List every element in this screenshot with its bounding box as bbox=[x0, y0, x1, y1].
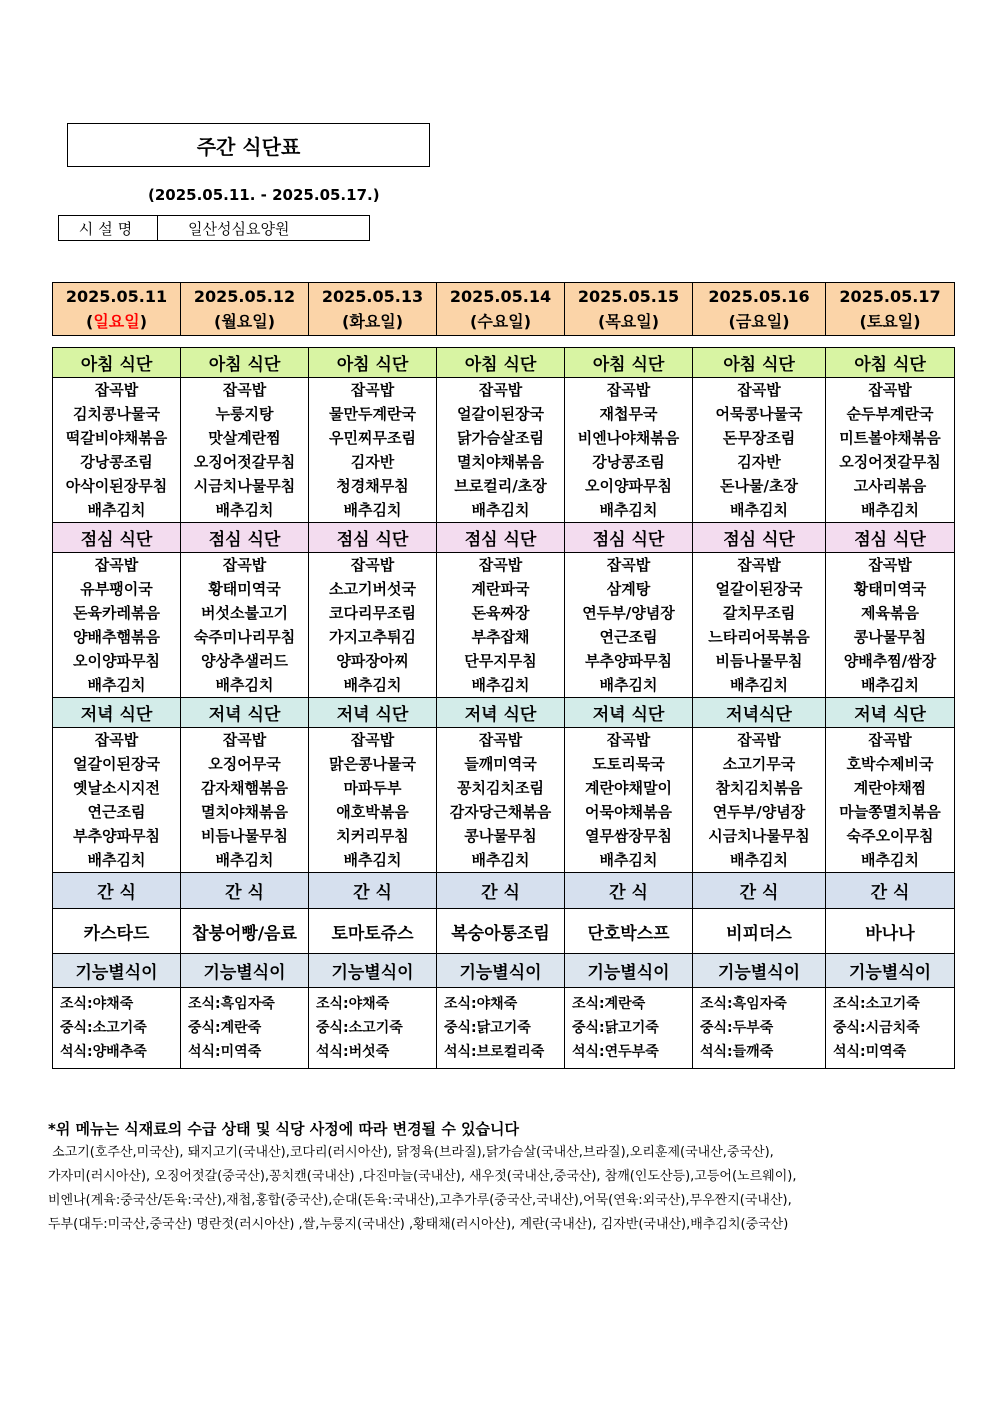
menu-item: 배추김치 bbox=[730, 851, 788, 869]
menu-item: 배추김치 bbox=[861, 501, 919, 519]
day-paren-close: ) bbox=[651, 312, 659, 331]
menu-item: 양파장아찌 bbox=[336, 652, 409, 670]
menu-item: 가지고추튀김 bbox=[329, 628, 416, 646]
day-date: 2025.05.11 bbox=[65, 287, 168, 306]
menu-item: 김치콩나물국 bbox=[73, 405, 160, 423]
menu-item: 고사리볶음 bbox=[853, 477, 927, 495]
breakfast-header-cell: 아침 식단 bbox=[437, 348, 565, 378]
dinner-header-cell: 저녁 식단 bbox=[565, 698, 693, 728]
menu-item: 떡갈비야채볶음 bbox=[65, 429, 168, 447]
menu-item: 삼계탕 bbox=[606, 580, 651, 598]
menu-item: 부추잡채 bbox=[471, 628, 530, 646]
dinner-items-cell bbox=[181, 728, 309, 873]
menu-item: 버섯소불고기 bbox=[201, 604, 288, 622]
weekly-menu-table bbox=[52, 347, 955, 1069]
snack-item: 바나나 bbox=[826, 909, 955, 954]
menu-item: 배추김치 bbox=[215, 676, 274, 694]
menu-item: 제육볶음 bbox=[861, 604, 919, 622]
menu-item: 배추김치 bbox=[343, 676, 402, 694]
day-paren-open: ( bbox=[86, 312, 94, 331]
notes-section bbox=[48, 1117, 797, 1237]
menu-item: 강낭콩조림 bbox=[80, 453, 153, 471]
menu-item: 배추김치 bbox=[861, 676, 919, 694]
menu-item: 얼갈이된장국 bbox=[715, 580, 803, 598]
functional-item: 중식:닭고기죽 bbox=[572, 1020, 659, 1036]
breakfast-items-cell bbox=[693, 378, 826, 523]
menu-item: 배추김치 bbox=[730, 676, 788, 694]
menu-item: 배추김치 bbox=[87, 851, 146, 869]
facility-label: 시설명 bbox=[59, 216, 158, 240]
menu-item: 부추양파무침 bbox=[73, 827, 160, 845]
snack-item: 복숭아통조림 bbox=[437, 909, 565, 954]
menu-item: 김자반 bbox=[737, 453, 781, 471]
functional-items-cell bbox=[181, 988, 309, 1069]
menu-item: 연두부/양념장 bbox=[582, 604, 675, 622]
dinner-items-cell bbox=[693, 728, 826, 873]
menu-item: 마늘쫑멸치볶음 bbox=[839, 803, 941, 821]
day-date: 2025.05.16 bbox=[708, 287, 810, 306]
dinner-items-cell bbox=[437, 728, 565, 873]
dinner-items-cell bbox=[53, 728, 181, 873]
functional-header-cell: 기능별식이 bbox=[437, 954, 565, 988]
menu-item: 잡곡밥 bbox=[737, 731, 781, 749]
functional-item: 석식:연두부죽 bbox=[572, 1044, 659, 1060]
menu-item: 시금치나물무침 bbox=[708, 827, 810, 845]
menu-item: 연두부/양념장 bbox=[712, 803, 806, 821]
functional-header-row bbox=[53, 954, 955, 988]
menu-item: 소고기버섯국 bbox=[329, 580, 416, 598]
breakfast-items-cell bbox=[309, 378, 437, 523]
menu-item: 유부팽이국 bbox=[80, 580, 153, 598]
breakfast-items-cell bbox=[181, 378, 309, 523]
menu-item: 누룽지탕 bbox=[215, 405, 274, 423]
lunch-header-cell: 점심 식단 bbox=[437, 523, 565, 553]
facility-name: 일산성심요양원 bbox=[188, 219, 290, 238]
snack-item: 토마토쥬스 bbox=[309, 909, 437, 954]
functional-item: 석식:브로컬리죽 bbox=[444, 1044, 545, 1060]
menu-item: 배추김치 bbox=[215, 501, 274, 519]
menu-item: 꽁치김치조림 bbox=[457, 779, 544, 797]
functional-items-cell bbox=[693, 988, 826, 1069]
lunch-header-row bbox=[53, 523, 955, 553]
menu-item: 멸치야채볶음 bbox=[457, 453, 544, 471]
menu-item: 얼갈이된장국 bbox=[457, 405, 544, 423]
functional-item: 중식:시금치죽 bbox=[833, 1020, 920, 1036]
menu-item: 배추김치 bbox=[730, 501, 788, 519]
menu-item: 잡곡밥 bbox=[94, 556, 139, 574]
day-weekday: 화요일 bbox=[349, 312, 396, 331]
menu-item: 코다리무조림 bbox=[329, 604, 416, 622]
menu-item: 배추김치 bbox=[343, 501, 402, 519]
dinner-header-cell: 저녁 식단 bbox=[826, 698, 955, 728]
lunch-items-cell bbox=[565, 553, 693, 698]
snack-header-cell: 간 식 bbox=[565, 873, 693, 909]
menu-item: 배추김치 bbox=[471, 676, 530, 694]
day-weekday-line bbox=[437, 309, 564, 334]
dinner-header-cell: 저녁 식단 bbox=[309, 698, 437, 728]
lunch-header-cell: 점심 식단 bbox=[826, 523, 955, 553]
menu-period: (2025.05.11. - 2025.05.17.) bbox=[148, 186, 380, 204]
menu-item: 맛살계란찜 bbox=[208, 429, 281, 447]
menu-item: 갈치무조림 bbox=[722, 604, 796, 622]
menu-item: 숙주미나리무침 bbox=[193, 628, 296, 646]
lunch-items-cell bbox=[693, 553, 826, 698]
menu-item: 배추김치 bbox=[471, 851, 530, 869]
day-date: 2025.05.13 bbox=[321, 287, 424, 306]
menu-item: 물만두계란국 bbox=[329, 405, 416, 423]
day-date: 2025.05.14 bbox=[449, 287, 552, 306]
functional-item: 중식:계란죽 bbox=[188, 1020, 262, 1036]
functional-items-cell bbox=[565, 988, 693, 1069]
functional-header-cell: 기능별식이 bbox=[309, 954, 437, 988]
functional-items-cell bbox=[437, 988, 565, 1069]
day-header-cell bbox=[826, 283, 955, 336]
menu-item: 열무쌈장무침 bbox=[585, 827, 672, 845]
day-date: 2025.05.12 bbox=[193, 287, 296, 306]
snack-items-row bbox=[53, 909, 955, 954]
menu-item: 연근조림 bbox=[599, 628, 658, 646]
menu-item: 배추김치 bbox=[599, 851, 658, 869]
functional-item: 조식:소고기죽 bbox=[833, 996, 920, 1012]
functional-item: 중식:닭고기죽 bbox=[444, 1020, 531, 1036]
menu-item: 계란야채찜 bbox=[853, 779, 927, 797]
functional-item: 석식:들깨죽 bbox=[700, 1044, 774, 1060]
menu-item: 잡곡밥 bbox=[350, 731, 395, 749]
menu-item: 양상추샐러드 bbox=[201, 652, 288, 670]
menu-item: 잡곡밥 bbox=[478, 731, 523, 749]
lunch-header-cell: 점심 식단 bbox=[693, 523, 826, 553]
breakfast-header-cell: 아침 식단 bbox=[693, 348, 826, 378]
snack-item: 단호박스프 bbox=[565, 909, 693, 954]
breakfast-items-cell bbox=[826, 378, 955, 523]
menu-item: 도토리묵국 bbox=[592, 755, 665, 773]
menu-item: 돈나물/초장 bbox=[720, 477, 798, 495]
day-paren-close: ) bbox=[139, 312, 147, 331]
functional-item: 석식:버섯죽 bbox=[316, 1044, 390, 1060]
origin-line: 비엔나(계육:중국산/돈육:국산),재첩,홍합(중국산),순대(돈육:국내산),고추가루(중국산,국내산),어묵(연육:외국산),무우짠지(국내산), bbox=[48, 1193, 792, 1208]
day-weekday-line bbox=[181, 309, 308, 334]
menu-item: 콩나물무침 bbox=[464, 827, 537, 845]
dinner-items-cell bbox=[565, 728, 693, 873]
functional-item: 중식:소고기죽 bbox=[60, 1020, 147, 1036]
functional-items-cell bbox=[309, 988, 437, 1069]
day-paren-close: ) bbox=[782, 312, 790, 331]
day-paren-close: ) bbox=[267, 312, 275, 331]
day-paren-close: ) bbox=[523, 312, 531, 331]
menu-item: 연근조림 bbox=[87, 803, 146, 821]
functional-item: 석식:미역죽 bbox=[833, 1044, 907, 1060]
snack-header-cell: 간 식 bbox=[53, 873, 181, 909]
menu-item: 잡곡밥 bbox=[606, 556, 651, 574]
menu-item: 감자당근채볶음 bbox=[449, 803, 552, 821]
menu-item: 부추양파무침 bbox=[585, 652, 672, 670]
breakfast-header-cell: 아침 식단 bbox=[53, 348, 181, 378]
menu-item: 감자채햄볶음 bbox=[201, 779, 288, 797]
menu-item: 배추김치 bbox=[599, 676, 658, 694]
page-title: 주간 식단표 bbox=[67, 123, 430, 167]
dinner-header-cell: 저녁식단 bbox=[693, 698, 826, 728]
menu-item: 잡곡밥 bbox=[868, 731, 912, 749]
menu-item: 콩나물무침 bbox=[853, 628, 927, 646]
menu-item: 잡곡밥 bbox=[737, 556, 781, 574]
menu-item: 비듬나물무침 bbox=[715, 652, 803, 670]
breakfast-items-row bbox=[53, 378, 955, 523]
menu-item: 잡곡밥 bbox=[222, 556, 267, 574]
menu-item: 오징어젓갈무침 bbox=[839, 453, 941, 471]
menu-item: 잡곡밥 bbox=[222, 731, 267, 749]
menu-item: 얼갈이된장국 bbox=[73, 755, 160, 773]
dinner-header-row bbox=[53, 698, 955, 728]
menu-item: 오징어무국 bbox=[208, 755, 281, 773]
menu-item: 잡곡밥 bbox=[868, 381, 912, 399]
day-paren-open: ( bbox=[342, 312, 350, 331]
menu-item: 맑은콩나물국 bbox=[329, 755, 416, 773]
snack-header-cell: 간 식 bbox=[309, 873, 437, 909]
day-paren-close: ) bbox=[395, 312, 403, 331]
lunch-items-cell bbox=[53, 553, 181, 698]
snack-header-cell: 간 식 bbox=[693, 873, 826, 909]
menu-item: 돈무장조림 bbox=[722, 429, 796, 447]
day-paren-open: ( bbox=[728, 312, 736, 331]
functional-header-cell: 기능별식이 bbox=[181, 954, 309, 988]
menu-item: 돈육카레볶음 bbox=[73, 604, 160, 622]
menu-item: 치커리무침 bbox=[336, 827, 409, 845]
dinner-header-cell: 저녁 식단 bbox=[437, 698, 565, 728]
notes-disclaimer: *위 메뉴는 식재료의 수급 상태 및 식당 사정에 따라 변경될 수 있습니다 bbox=[48, 1120, 520, 1138]
menu-item: 잡곡밥 bbox=[350, 556, 395, 574]
menu-item: 어묵콩나물국 bbox=[715, 405, 803, 423]
functional-item: 조식:야채죽 bbox=[60, 996, 134, 1012]
menu-item: 단무지무침 bbox=[464, 652, 537, 670]
menu-item: 느타리어묵볶음 bbox=[708, 628, 810, 646]
lunch-items-cell bbox=[309, 553, 437, 698]
menu-item: 들깨미역국 bbox=[464, 755, 537, 773]
menu-item: 배추김치 bbox=[343, 851, 402, 869]
day-paren-open: ( bbox=[214, 312, 222, 331]
menu-item: 계란야채말이 bbox=[585, 779, 672, 797]
date-row bbox=[53, 283, 955, 336]
menu-item: 양배추찜/쌈장 bbox=[843, 652, 937, 670]
menu-item: 청경채무침 bbox=[336, 477, 409, 495]
lunch-items-cell bbox=[826, 553, 955, 698]
day-header-cell bbox=[181, 283, 309, 336]
menu-item: 애호박볶음 bbox=[336, 803, 409, 821]
functional-header-cell: 기능별식이 bbox=[693, 954, 826, 988]
day-header-cell bbox=[309, 283, 437, 336]
menu-item: 돈육짜장 bbox=[471, 604, 530, 622]
functional-items-row bbox=[53, 988, 955, 1069]
day-weekday: 월요일 bbox=[221, 312, 268, 331]
menu-item: 황태미역국 bbox=[853, 580, 927, 598]
menu-item: 숙주오이무침 bbox=[846, 827, 934, 845]
day-weekday: 일요일 bbox=[93, 312, 140, 331]
day-paren-open: ( bbox=[859, 312, 867, 331]
menu-item: 소고기무국 bbox=[722, 755, 796, 773]
snack-header-cell: 간 식 bbox=[826, 873, 955, 909]
day-header-cell bbox=[53, 283, 181, 336]
menu-item: 오징어젓갈무침 bbox=[193, 453, 296, 471]
day-paren-open: ( bbox=[470, 312, 478, 331]
menu-item: 양배추햄볶음 bbox=[73, 628, 160, 646]
menu-item: 김자반 bbox=[350, 453, 395, 471]
breakfast-items-cell bbox=[565, 378, 693, 523]
menu-item: 잡곡밥 bbox=[94, 731, 139, 749]
origin-line: 가자미(러시아산), 오징어젓갈(중국산),꽁치캔(국내산) ,다진마늘(국내산), 새우젓(국내산,중국산), 참깨(인도산등),고등어(노르웨이), bbox=[48, 1169, 797, 1184]
functional-header-cell: 기능별식이 bbox=[53, 954, 181, 988]
menu-item: 배추김치 bbox=[87, 676, 146, 694]
breakfast-header-cell: 아침 식단 bbox=[181, 348, 309, 378]
menu-item: 잡곡밥 bbox=[606, 731, 651, 749]
menu-item: 배추김치 bbox=[215, 851, 274, 869]
day-weekday: 수요일 bbox=[477, 312, 524, 331]
menu-item: 잡곡밥 bbox=[868, 556, 912, 574]
day-date: 2025.05.17 bbox=[839, 287, 941, 306]
day-weekday-line bbox=[693, 309, 825, 334]
functional-header-cell: 기능별식이 bbox=[826, 954, 955, 988]
menu-item: 잡곡밥 bbox=[222, 381, 267, 399]
functional-item: 조식:계란죽 bbox=[572, 996, 646, 1012]
menu-item: 잡곡밥 bbox=[478, 381, 523, 399]
menu-item: 재첩무국 bbox=[599, 405, 658, 423]
dinner-items-cell bbox=[826, 728, 955, 873]
functional-item: 조식:야채죽 bbox=[316, 996, 390, 1012]
day-weekday-line bbox=[565, 309, 692, 334]
snack-item: 찹붕어빵/음료 bbox=[181, 909, 309, 954]
day-header-cell bbox=[437, 283, 565, 336]
date-header-table bbox=[52, 282, 955, 336]
lunch-items-row bbox=[53, 553, 955, 698]
lunch-items-cell bbox=[181, 553, 309, 698]
menu-item: 잡곡밥 bbox=[737, 381, 781, 399]
menu-item: 오이양파무침 bbox=[585, 477, 672, 495]
menu-item: 잡곡밥 bbox=[606, 381, 651, 399]
menu-item: 잡곡밥 bbox=[94, 381, 139, 399]
functional-item: 조식:야채죽 bbox=[444, 996, 518, 1012]
day-weekday-line bbox=[53, 309, 180, 334]
menu-item: 멸치야채볶음 bbox=[201, 803, 288, 821]
breakfast-header-row bbox=[53, 348, 955, 378]
menu-item: 브로컬리/초장 bbox=[454, 477, 547, 495]
menu-item: 비듬나물무침 bbox=[201, 827, 288, 845]
functional-item: 중식:소고기죽 bbox=[316, 1020, 403, 1036]
day-header-cell bbox=[693, 283, 826, 336]
dinner-items-row bbox=[53, 728, 955, 873]
lunch-header-cell: 점심 식단 bbox=[181, 523, 309, 553]
functional-item: 석식:미역죽 bbox=[188, 1044, 262, 1060]
snack-header-cell: 간 식 bbox=[181, 873, 309, 909]
lunch-header-cell: 점심 식단 bbox=[309, 523, 437, 553]
functional-items-cell bbox=[826, 988, 955, 1069]
functional-items-cell bbox=[53, 988, 181, 1069]
origin-line: 소고기(호주산,미국산), 돼지고기(국내산),코다리(러시아산), 닭정육(브라질),닭가슴살(국내산,브라질),오리훈제(국내산,중국산), bbox=[48, 1145, 774, 1160]
snack-header-row bbox=[53, 873, 955, 909]
menu-item: 미트볼야채볶음 bbox=[839, 429, 941, 447]
day-paren-close: ) bbox=[913, 312, 921, 331]
day-paren-open: ( bbox=[598, 312, 606, 331]
snack-item: 카스타드 bbox=[53, 909, 181, 954]
functional-item: 중식:두부죽 bbox=[700, 1020, 774, 1036]
menu-item: 어묵야채볶음 bbox=[585, 803, 672, 821]
lunch-header-cell: 점심 식단 bbox=[565, 523, 693, 553]
menu-item: 옛날소시지전 bbox=[73, 779, 160, 797]
menu-item: 배추김치 bbox=[599, 501, 658, 519]
lunch-header-cell: 점심 식단 bbox=[53, 523, 181, 553]
dinner-header-cell: 저녁 식단 bbox=[181, 698, 309, 728]
day-weekday-line bbox=[826, 309, 954, 334]
menu-item: 닭가슴살조림 bbox=[457, 429, 544, 447]
menu-item: 우민찌무조림 bbox=[329, 429, 416, 447]
functional-item: 조식:흑임자죽 bbox=[700, 996, 787, 1012]
menu-item: 호박수제비국 bbox=[846, 755, 934, 773]
day-date: 2025.05.15 bbox=[577, 287, 680, 306]
functional-header-cell: 기능별식이 bbox=[565, 954, 693, 988]
day-weekday: 목요일 bbox=[605, 312, 652, 331]
snack-item: 비피더스 bbox=[693, 909, 826, 954]
functional-item: 조식:흑임자죽 bbox=[188, 996, 275, 1012]
dinner-items-cell bbox=[309, 728, 437, 873]
menu-item: 강낭콩조림 bbox=[592, 453, 665, 471]
breakfast-header-cell: 아침 식단 bbox=[309, 348, 437, 378]
dinner-header-cell: 저녁 식단 bbox=[53, 698, 181, 728]
day-header-cell bbox=[565, 283, 693, 336]
origin-line: 두부(대두:미국산,중국산) 명란젓(러시아산) ,쌀,누룽지(국내산) ,황태채(러시아산), 계란(국내산), 김자반(국내산),배추김치(중국산) bbox=[48, 1217, 789, 1232]
menu-item: 황태미역국 bbox=[208, 580, 281, 598]
breakfast-header-cell: 아침 식단 bbox=[565, 348, 693, 378]
menu-item: 비엔나야채볶음 bbox=[577, 429, 680, 447]
lunch-items-cell bbox=[437, 553, 565, 698]
facility-box bbox=[58, 215, 370, 241]
menu-item: 순두부계란국 bbox=[846, 405, 934, 423]
day-weekday: 토요일 bbox=[866, 312, 914, 331]
menu-item: 잡곡밥 bbox=[350, 381, 395, 399]
breakfast-header-cell: 아침 식단 bbox=[826, 348, 955, 378]
menu-item: 마파두부 bbox=[343, 779, 402, 797]
day-weekday: 금요일 bbox=[735, 312, 783, 331]
menu-item: 오이양파무침 bbox=[73, 652, 160, 670]
breakfast-items-cell bbox=[437, 378, 565, 523]
breakfast-items-cell bbox=[53, 378, 181, 523]
functional-item: 석식:양배추죽 bbox=[60, 1044, 147, 1060]
day-weekday-line bbox=[309, 309, 436, 334]
menu-item: 배추김치 bbox=[471, 501, 530, 519]
menu-item: 잡곡밥 bbox=[478, 556, 523, 574]
menu-item: 아삭이된장무침 bbox=[65, 477, 168, 495]
menu-item: 배추김치 bbox=[861, 851, 919, 869]
menu-item: 시금치나물무침 bbox=[193, 477, 296, 495]
menu-item: 계란파국 bbox=[471, 580, 530, 598]
menu-item: 참치김치볶음 bbox=[715, 779, 803, 797]
snack-header-cell: 간 식 bbox=[437, 873, 565, 909]
menu-item: 배추김치 bbox=[87, 501, 146, 519]
